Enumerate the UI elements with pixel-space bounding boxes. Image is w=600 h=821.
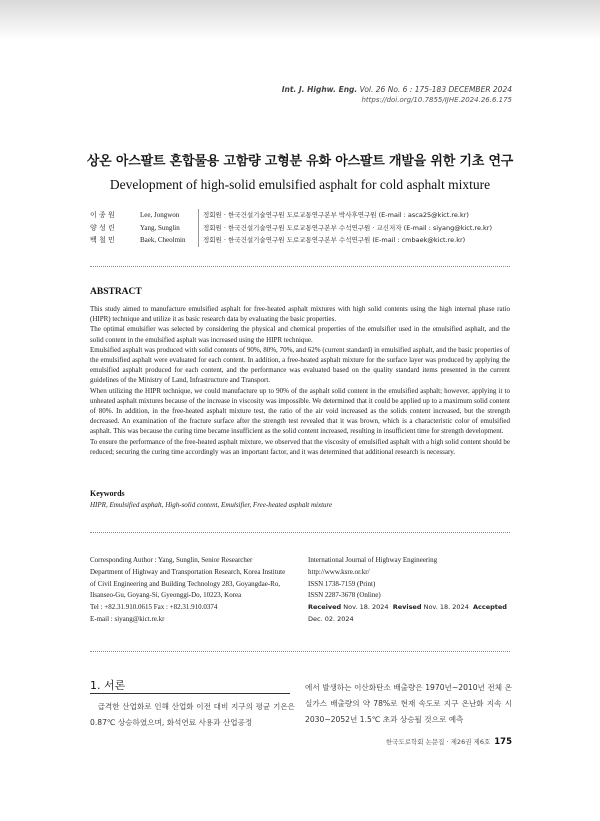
journal-info-line: International Journal of Highway Engineering (308, 556, 438, 564)
abstract-heading: ABSTRACT (90, 287, 142, 297)
corresponding-email: E-mail : siyang@kict.re.kr (90, 614, 165, 623)
body-paragraph: 에서 발생하는 이산화탄소 배출량은 1970년~2010년 전체 온실가스 배출량의 약 78%로 현재 속도로 지구 온난화 지속 시 2030~2052년 1.5℃ 초과 상승될 것으로 예측 (305, 683, 512, 724)
journal-info-block (308, 555, 513, 626)
english-title: Development of high-solid emulsified asphalt for cold asphalt mixture (109, 177, 491, 192)
submission-dates (308, 602, 513, 626)
revised-date: Nov. 18. 2024 (423, 603, 469, 612)
received-date: Nov. 18. 2024 (343, 603, 389, 612)
abstract-paragraph: This study aimed to manufacture emulsified asphalt for free-heated asphalt mixtures with high solid contents using the high internal phase ratio (HIPR) technique and utilize it as basic research data by evaluating the basic properties. (90, 305, 510, 324)
body-column-right (305, 680, 512, 728)
journal-url[interactable]: http://www.ksre.or.kr/ (308, 567, 370, 576)
corresponding-line: Department of Highway and Transportation Research, Korea Institute (90, 567, 286, 576)
accepted-date: Dec. 02. 2024 (308, 614, 354, 623)
author-affiliation: 정회원 · 한국건설기술연구원 도로교통연구본부 박사후연구원 (E-mail : asca25@kict.re.kr) (198, 209, 469, 222)
abstract-body (90, 304, 510, 457)
divider (90, 532, 510, 533)
corresponding-line: Ilsanseo-Gu, Goyang-Si, Gyeonggi-Do, 10223, Korea (90, 591, 242, 600)
revised-label: Revised (392, 603, 422, 612)
page-number: 175 (494, 737, 512, 747)
body-paragraph: 급격한 산업화로 인해 산업화 이전 대비 지구의 평균 기온은 0.87℃ 상승하였으며, 화석연료 사용과 산업공정 (90, 702, 295, 727)
abstract-paragraph: To ensure the performance of the free-heated asphalt mixture, we observed that the viscosity of emulsified asphalt with a high solid content should be reduced; securing the curing time accordingly was an important factor, and it was determined that additional research is necessary. (90, 437, 510, 456)
journal-header (282, 84, 512, 106)
accepted-label: Accepted (472, 603, 507, 612)
author-korean-name: 이 종 원 (90, 211, 115, 219)
author-korean-name: 양 성 린 (90, 223, 115, 232)
journal-citation-name: Int. J. Highw. Eng. (281, 85, 358, 94)
author-english-name: Yang, Sunglin (140, 223, 180, 232)
author-english-name: Lee, Jongwon (140, 211, 180, 219)
abstract-paragraph: When utilizing the HIPR technique, we could manufacture up to 90% of the asphalt solid content in the emulsified asphalt; however, applying it to unheated asphalt mixtures because of the increase in viscosity was impossible. We determined that it could be applied up to a maximum solid content of 80%. In addition, in the free-heated asphalt mixture test, the ratio of the air void increased as the solids content increased, but the strength decreased. An examination of the fracture surface after the strength test revealed that it was brown, which is a characteristic color of emulsified asphalt. This was because the curing time became insufficient as the solid content increased, resulting in insufficient time for strength development. (90, 386, 510, 436)
author-row (90, 209, 492, 222)
divider (90, 266, 510, 267)
corresponding-line: Tel : +82.31.910.0615 Fax : +82.31.910.0374 (90, 603, 218, 612)
author-english-name: Baek, Cheolmin (140, 236, 186, 244)
korean-title: 상온 아스팔트 혼합물용 고함량 고형분 유화 아스팔트 개발을 위한 기초 연구 (86, 154, 514, 169)
journal-info-line: ISSN 1738-7159 (Print) (308, 579, 376, 588)
journal-doi[interactable]: https://doi.org/10.7855/IJHE.2024.26.6.175 (361, 96, 512, 104)
corresponding-line: of Civil Engineering and Building Technology 283, Goyangdae-Ro, (90, 579, 281, 588)
top-shadow (0, 0, 600, 40)
journal-citation-volume: Vol. 26 No. 6 : 175-183 DECEMBER 2024 (359, 85, 512, 94)
divider (90, 651, 510, 652)
keywords-text: HIPR, Emulsified asphalt, High-solid content, Emulsifier, Free-heated asphalt mixture (90, 501, 333, 509)
received-label: Received (308, 603, 342, 612)
journal-citation (282, 84, 512, 95)
footer-journal-name: 한국도로학회 논문집 · 제26권 제6호 (385, 738, 491, 746)
body-column-left (90, 699, 295, 731)
author-row (90, 222, 492, 235)
journal-info-line: ISSN 2287-3678 (Online) (308, 591, 381, 600)
author-row (90, 234, 492, 247)
author-affiliation: 정회원 · 한국건설기술연구원 도로교통연구본부 수석연구원 (E-mail : cmbaek@kict.re.kr) (198, 234, 465, 247)
author-korean-name: 백 철 민 (90, 236, 115, 244)
page-footer (386, 737, 512, 747)
section-rule (90, 693, 290, 694)
keywords-heading: Keywords (90, 489, 125, 498)
section-title: 1. 서론 (90, 679, 126, 692)
corresponding-line: Corresponding Author : Yang, Sunglin, Senior Researcher (90, 556, 253, 564)
abstract-paragraph: Emulsified asphalt was produced with solid contents of 90%, 80%, 70%, and 62% (current standard) in emulsified asphalt, and the basic properties of the emulsified asphalt were evaluated for each content. In addition, a free-heated asphalt mixture for the surface layer was produced by applying the emulsified asphalt produced for each content, and the performance was evaluated based on the quality standard items presented in the current guidelines of the Ministry of Land, Infrastructure and Transport. (90, 345, 510, 385)
abstract-paragraph: The optimal emulsifier was selected by considering the physical and chemical properties of the emulsifier used in the emulsified asphalt, and the solid content in the emulsified asphalt was increased using the HIPR technique. (90, 325, 510, 344)
corresponding-author-block (90, 555, 300, 626)
author-list (90, 209, 492, 247)
author-affiliation: 정회원 · 한국건설기술연구원 도로교통연구본부 수석연구원 · 교신저자 (E-mail : siyang@kict.re.kr) (198, 222, 492, 235)
